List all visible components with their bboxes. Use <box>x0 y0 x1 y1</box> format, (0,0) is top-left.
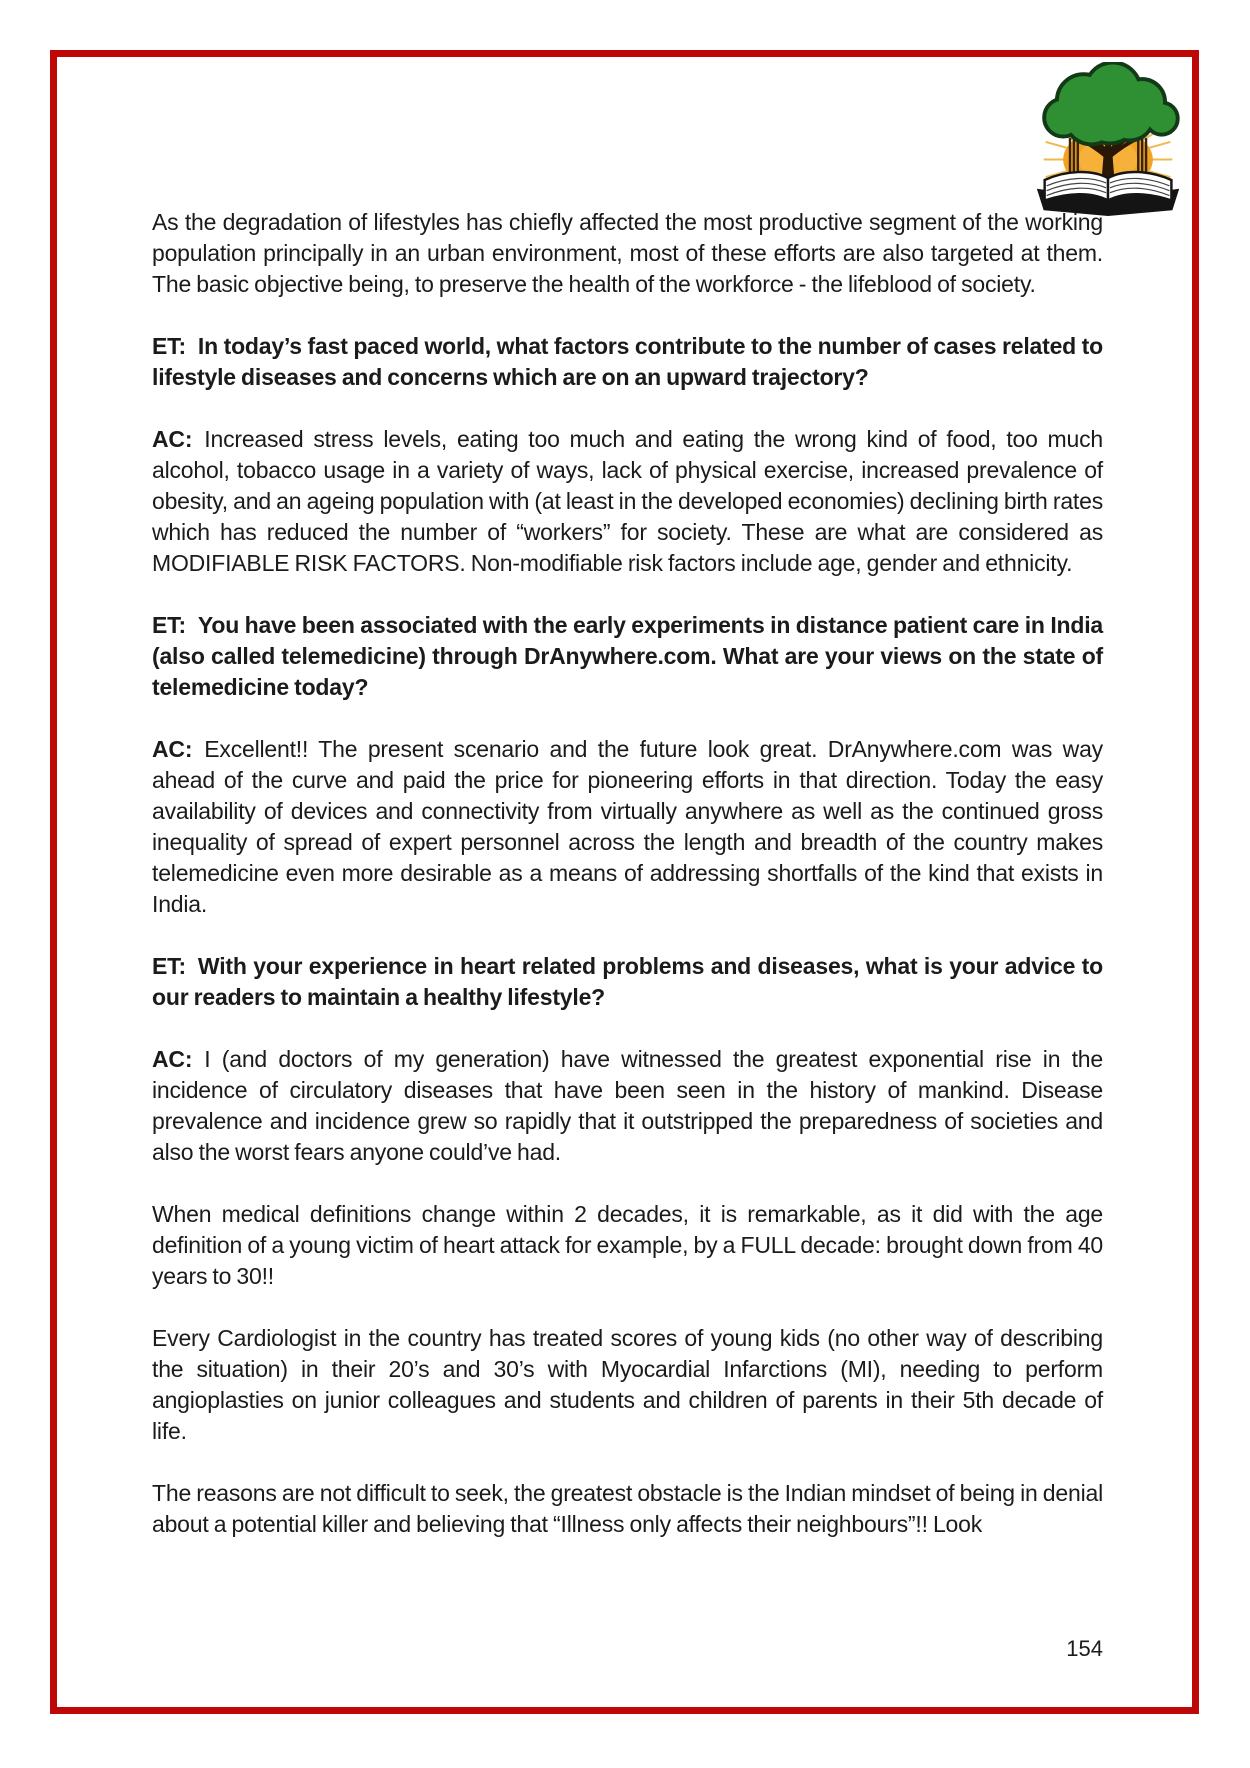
answer-3-text: I (and doctors of my generation) have witnessed the greatest exponential rise in the incidence of circulatory diseases that have been seen in the history of mankind. Disease prevalence and incidence grew so rapidly that it outstripped the preparedness of societies and also the worst fears anyone could’ve had. <box>152 1046 1103 1165</box>
article-body <box>152 207 1103 1540</box>
answer-3-label: AC: <box>152 1046 193 1072</box>
paragraph-intro: As the degradation of lifestyles has chiefly affected the most productive segment of the working population principally in an urban environment, most of these efforts are also targeted at them. The basic objective being, to preserve the health of the workforce - the lifeblood of society. <box>152 209 1103 297</box>
question-1-text: In today’s fast paced world, what factors contribute to the number of cases related to lifestyle diseases and concerns which are on an upward trajectory? <box>152 333 1103 390</box>
question-3-text: With your experience in heart related problems and diseases, what is your advice to our readers to maintain a healthy lifestyle? <box>152 953 1103 1010</box>
paragraph-cardiologist: Every Cardiologist in the country has treated scores of young kids (no other way of describing the situation) in their 20’s and 30’s with Myocardial Infarctions (MI), needing to perform angioplasties on junior colleagues and students and children of parents in their 5th decade of life. <box>152 1325 1103 1444</box>
answer-3 <box>152 1044 1103 1168</box>
answer-2 <box>152 734 1103 920</box>
page-number: 154 <box>1066 1636 1103 1661</box>
answer-1-text: Increased stress levels, eating too much and eating the wrong kind of food, too much alcohol, tobacco usage in a variety of ways, lack of physical exercise, increased prevalence of obesity, and an ageing population with (at least in the developed economies) declining birth rates which has reduced the number of “workers” for society. These are what are considered as MODIFIABLE RISK FACTORS. Non-modifiable risk factors include age, gender and ethnicity. <box>152 426 1103 576</box>
tree-book-logo-graphic <box>1031 62 1187 218</box>
paragraph-definitions: When medical definitions change within 2 decades, it is remarkable, as it did with the age definition of a young victim of heart attack for example, by a FULL decade: brought down from 40 years to 30!! <box>152 1201 1103 1289</box>
answer-2-text: Excellent!! The present scenario and the future look great. DrAnywhere.com was way ahead of the curve and paid the price for pioneering efforts in that direction. Today the easy availability of devices and connectivity from virtually anywhere as well as the continued gross inequality of spread of expert personnel across the length and breadth of the country makes telemedicine even more desirable as a means of addressing shortfalls of the kind that exists in India. <box>152 736 1103 917</box>
paragraph-reasons: The reasons are not difficult to seek, the greatest obstacle is the Indian mindset of being in denial about a potential killer and believing that “Illness only affects their neighbours”!! Look <box>152 1480 1103 1537</box>
answer-1-label: AC: <box>152 426 193 452</box>
answer-1 <box>152 424 1103 579</box>
tree-canopy-fill <box>1046 64 1176 142</box>
question-3-label: ET: <box>152 953 186 979</box>
question-1 <box>152 331 1103 393</box>
question-1-label: ET: <box>152 333 186 359</box>
answer-2-label: AC: <box>152 736 193 762</box>
question-2 <box>152 610 1103 703</box>
question-2-text: You have been associated with the early experiments in distance patient care in India (also called telemedicine) through DrAnywhere.com. What are your views on the state of telemedicine today? <box>152 612 1103 700</box>
question-3 <box>152 951 1103 1013</box>
question-2-label: ET: <box>152 612 186 638</box>
tree-book-logo <box>1031 62 1187 218</box>
